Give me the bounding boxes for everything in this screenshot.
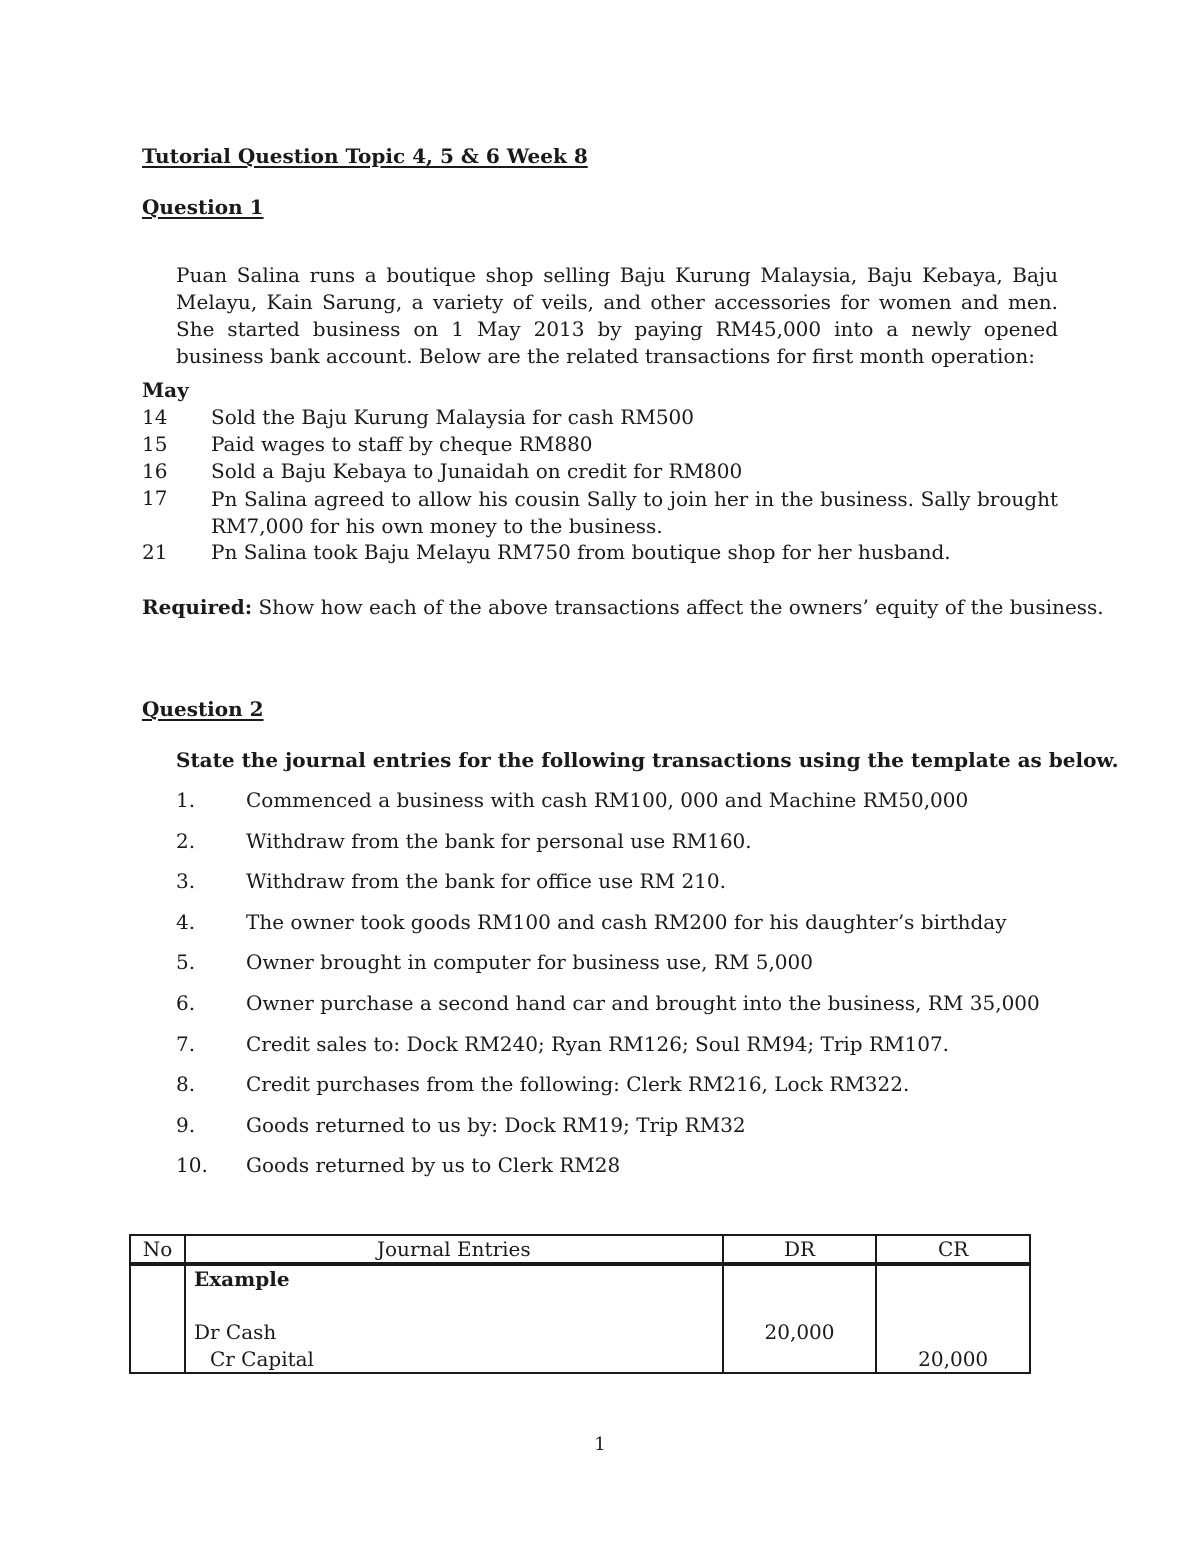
list-item-number: 9. xyxy=(176,1113,196,1137)
blank-line xyxy=(732,1266,868,1293)
list-item-number: 5. xyxy=(176,950,196,974)
list-item-number: 4. xyxy=(176,910,196,934)
blank-line xyxy=(732,1346,868,1373)
transaction-day: 17 xyxy=(142,486,168,510)
cr-amount: 20,000 xyxy=(918,1346,989,1371)
question-1-paragraph: Puan Salina runs a boutique shop selling Baju Kurung Malaysia, Baju Kebaya, Baju Melayu, Kain Sarung, a variety of veils, and other accessories for women and men. She started business on 1 May 2013 by paying RM45,000 into a newly opened business bank account. Below are the related transactions for first month operation: xyxy=(176,263,1058,368)
list-item-number: 6. xyxy=(176,991,196,1015)
question-1-heading: Question 1 xyxy=(142,195,264,219)
cell-journal-entries xyxy=(185,1264,723,1373)
transaction-day: 21 xyxy=(142,540,168,564)
dr-amount: 20,000 xyxy=(764,1320,835,1344)
list-item: Credit sales to: Dock RM240; Ryan RM126; Soul RM94; Trip RM107. xyxy=(246,1032,950,1056)
list-item: Credit purchases from the following: Clerk RM216, Lock RM322. xyxy=(246,1072,910,1096)
transaction-text: Sold a Baju Kebaya to Junaidah on credit for RM800 xyxy=(211,459,743,483)
list-item-number: 2. xyxy=(176,829,196,853)
list-item: Withdraw from the bank for office use RM 210. xyxy=(246,869,726,893)
list-item-number: 3. xyxy=(176,869,196,893)
list-item: Goods returned by us to Clerk RM28 xyxy=(246,1153,621,1177)
blank-line xyxy=(732,1293,868,1320)
list-item: Goods returned to us by: Dock RM19; Trip RM32 xyxy=(246,1113,746,1137)
table-header-row xyxy=(130,1235,1030,1264)
list-item-number: 8. xyxy=(176,1072,196,1096)
transaction-day: 16 xyxy=(142,459,168,483)
header-cr: CR xyxy=(876,1235,1030,1264)
journal-template-table xyxy=(129,1234,1031,1374)
header-no: No xyxy=(130,1235,185,1264)
header-dr: DR xyxy=(723,1235,877,1264)
transaction-day: 15 xyxy=(142,432,168,456)
example-label: Example xyxy=(193,1267,290,1291)
blank-line xyxy=(885,1266,1021,1293)
cell-no xyxy=(130,1264,185,1373)
list-item: Owner purchase a second hand car and brought into the business, RM 35,000 xyxy=(246,991,1040,1015)
transaction-text: Pn Salina agreed to allow his cousin Sally to join her in the business. Sally brought RM7,000 for his own money to the business. xyxy=(211,487,1058,538)
cell-cr xyxy=(876,1264,1030,1373)
header-journal-entries: Journal Entries xyxy=(185,1235,723,1264)
transaction-text: Paid wages to staff by cheque RM880 xyxy=(211,432,593,456)
required-text: Show how each of the above transactions affect the owners’ equity of the business. xyxy=(252,595,1104,619)
list-item-number: 1. xyxy=(176,788,196,812)
debit-line: Dr Cash xyxy=(193,1320,277,1344)
blank-line xyxy=(885,1319,1021,1346)
list-item: Withdraw from the bank for personal use RM160. xyxy=(246,829,752,853)
month-label: May xyxy=(142,378,189,402)
document-title: Tutorial Question Topic 4, 5 & 6 Week 8 xyxy=(142,144,588,168)
required-label: Required: xyxy=(142,595,253,619)
blank-line xyxy=(885,1293,1021,1320)
table-row xyxy=(130,1264,1030,1373)
credit-line: Cr Capital xyxy=(209,1346,314,1371)
list-item: The owner took goods RM100 and cash RM200 for his daughter’s birthday xyxy=(246,910,1007,934)
required-statement xyxy=(142,595,1104,619)
question-2-instruction: State the journal entries for the following transactions using the template as below. xyxy=(176,748,1119,772)
question-2-heading: Question 2 xyxy=(142,697,264,721)
transaction-text: Sold the Baju Kurung Malaysia for cash RM500 xyxy=(211,405,694,429)
cell-dr xyxy=(723,1264,877,1373)
transaction-day: 14 xyxy=(142,405,168,429)
list-item-number: 10. xyxy=(176,1153,208,1177)
list-item: Owner brought in computer for business use, RM 5,000 xyxy=(246,950,813,974)
list-item: Commenced a business with cash RM100, 000 and Machine RM50,000 xyxy=(246,788,969,812)
blank-line xyxy=(194,1293,714,1320)
page-number: 1 xyxy=(594,1434,606,1455)
list-item-number: 7. xyxy=(176,1032,196,1056)
transaction-text: Pn Salina took Baju Melayu RM750 from boutique shop for her husband. xyxy=(211,540,951,564)
